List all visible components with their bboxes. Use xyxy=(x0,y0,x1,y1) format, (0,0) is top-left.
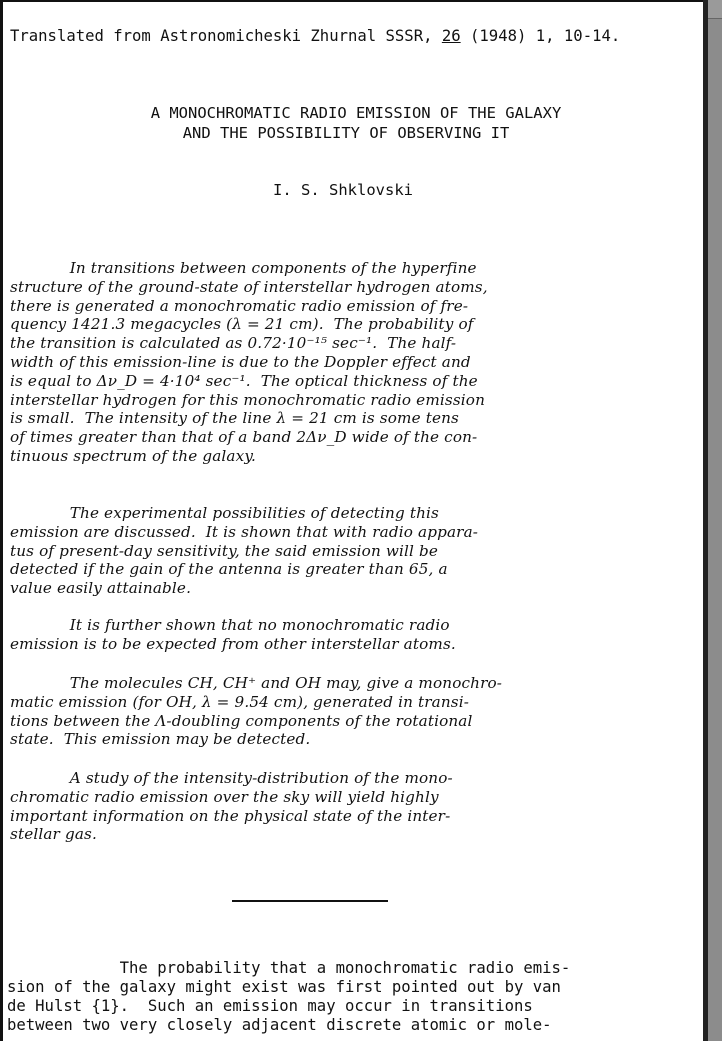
citation-volume: 26 xyxy=(441,27,461,45)
text-line: emission are discussed. It is shown that with radio appara- xyxy=(10,522,479,541)
text-line: The molecules CH, CH⁺ and OH may, give a monochro- xyxy=(10,674,503,692)
text-line: of times greater than that of a band 2Δν_D wide of the con- xyxy=(10,428,478,447)
text-line: tinuous spectrum of the galaxy. xyxy=(10,446,257,465)
text-line: state. This emission may be detected. xyxy=(10,730,311,749)
text-line: tions between the Λ-doubling components of the rotational xyxy=(10,711,473,730)
text-line: chromatic radio emission over the sky will yield highly xyxy=(10,787,439,806)
abstract-paragraph-2 xyxy=(10,504,700,598)
text-line: sion of the galaxy might exist was first pointed out by van xyxy=(7,978,561,996)
abstract-paragraph-1 xyxy=(10,259,700,466)
text-line: The experimental possibilities of detecting this xyxy=(10,504,439,522)
text-line: is equal to Δν_D = 4·10⁴ sec⁻¹. The optical thickness of the xyxy=(10,371,478,390)
text-line: In transitions between components of the hyperfine xyxy=(10,259,477,277)
text-line: important information on the physical state of the inter- xyxy=(10,806,451,825)
citation-prefix: Translated from Astronomicheski Zhurnal SSSR, xyxy=(10,27,442,45)
author: I. S. Shklovski xyxy=(273,181,413,199)
citation-line xyxy=(10,27,706,45)
text-line: value easily attainable. xyxy=(10,579,192,598)
text-line: emission is to be expected from other interstellar atoms. xyxy=(10,634,456,653)
abstract-paragraph-3 xyxy=(10,616,700,654)
text-line: structure of the ground-state of interstellar hydrogen atoms, xyxy=(10,277,488,296)
section-divider xyxy=(232,900,388,902)
title-line-2: AND THE POSSIBILITY OF OBSERVING IT xyxy=(182,124,510,142)
text-line: interstellar hydrogen for this monochromatic radio emission xyxy=(10,390,485,409)
text-line: between two very closely adjacent discrete atomic or mole- xyxy=(7,1016,552,1034)
text-line: tus of present-day sensitivity, the said emission will be xyxy=(10,541,439,560)
text-line: quency 1421.3 megacycles (λ = 21 cm). The probability of xyxy=(10,315,474,334)
text-line: there is generated a monochromatic radio emission of fre- xyxy=(10,296,469,315)
text-line: width of this emission-line is due to the Doppler effect and xyxy=(10,352,471,371)
abstract-paragraph-4 xyxy=(10,674,700,749)
page-edge-shadow xyxy=(703,0,708,1041)
text-line: A study of the intensity-distribution of the mono- xyxy=(10,769,453,787)
abstract-paragraph-5 xyxy=(10,769,700,844)
title-line-1: A MONOCHROMATIC RADIO EMISSION OF THE GALAXY xyxy=(150,104,562,122)
text-line: matic emission (for OH, λ = 9.54 cm), generated in transi- xyxy=(10,692,470,711)
text-line: The probability that a monochromatic radio emis- xyxy=(7,959,571,977)
body-paragraph-1 xyxy=(7,959,697,1035)
text-line: stellar gas. xyxy=(10,825,97,844)
text-line: It is further shown that no monochromatic radio xyxy=(10,616,450,634)
text-line: detected if the gain of the antenna is greater than 65, a xyxy=(10,560,448,579)
text-line: the transition is calculated as 0.72·10⁻¹⁵ sec⁻¹. The half- xyxy=(10,334,457,353)
citation-suffix: (1948) 1, 10-14. xyxy=(460,27,621,45)
text-line: de Hulst {1}. Such an emission may occur in transitions xyxy=(7,997,533,1015)
text-line: is small. The intensity of the line λ = 21 cm is some tens xyxy=(10,409,459,428)
